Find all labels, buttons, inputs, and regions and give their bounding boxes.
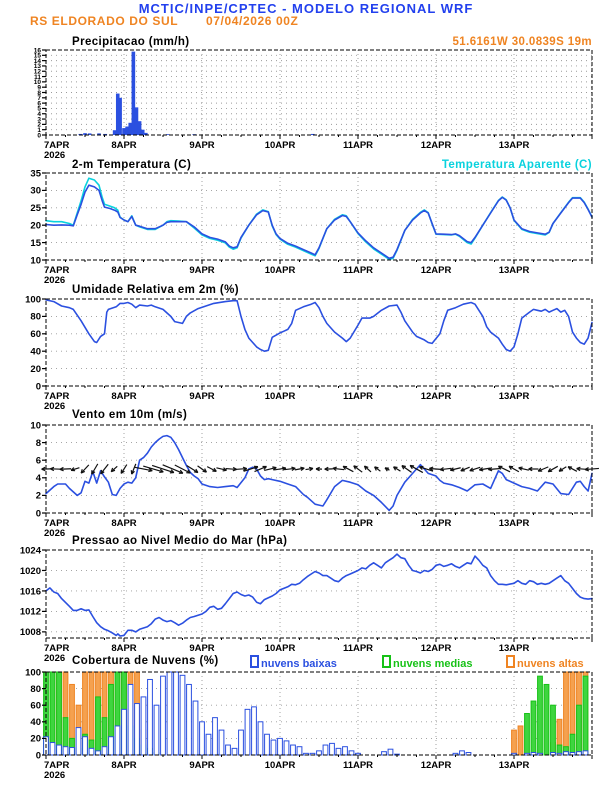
svg-text:8APR: 8APR	[111, 518, 137, 529]
run-datetime: 07/04/2026 00Z	[206, 14, 299, 28]
svg-text:0: 0	[35, 381, 41, 393]
svg-text:7APR: 7APR	[44, 760, 70, 771]
svg-text:7: 7	[37, 95, 41, 103]
humidity-plot-grid	[46, 299, 592, 386]
svg-text:0: 0	[35, 508, 41, 520]
pressure-plot-data	[46, 554, 592, 636]
svg-text:12APR: 12APR	[420, 643, 452, 654]
svg-text:6: 6	[35, 455, 41, 467]
svg-text:9: 9	[37, 84, 41, 92]
svg-text:3: 3	[37, 116, 41, 124]
svg-text:2026: 2026	[44, 770, 66, 781]
wind-plot-x-axis	[44, 513, 592, 539]
pressure-plot-grid	[46, 550, 592, 638]
pressure-title: Pressao ao Nivel Medio do Mar (hPa)	[72, 535, 288, 547]
svg-text:2026: 2026	[44, 653, 66, 664]
temperature-plot-y-axis	[30, 168, 46, 266]
svg-text:1016: 1016	[19, 586, 41, 598]
svg-text:12APR: 12APR	[420, 518, 452, 529]
svg-text:4: 4	[35, 473, 41, 485]
svg-text:10: 10	[30, 420, 41, 432]
svg-text:11APR: 11APR	[342, 518, 374, 529]
svg-text:60: 60	[30, 700, 41, 712]
svg-text:9APR: 9APR	[189, 140, 215, 151]
precipitation-plot-grid	[46, 50, 592, 135]
svg-text:8: 8	[37, 89, 41, 97]
cloud-cover-title: Cobertura de Nuvens (%)	[72, 655, 219, 667]
svg-text:13APR: 13APR	[498, 140, 530, 151]
svg-text:11APR: 11APR	[342, 140, 374, 151]
svg-text:9APR: 9APR	[189, 760, 215, 771]
svg-text:1008: 1008	[19, 627, 41, 639]
svg-text:13APR: 13APR	[498, 643, 530, 654]
humidity-title: Umidade Relativa em 2m (%)	[72, 284, 239, 296]
cloud-cover-plot	[25, 667, 592, 781]
svg-text:11APR: 11APR	[342, 643, 374, 654]
cloud-cover-plot-x-axis	[44, 755, 592, 781]
svg-text:80: 80	[30, 311, 41, 323]
svg-text:8APR: 8APR	[111, 140, 137, 151]
svg-text:7APR: 7APR	[44, 140, 70, 151]
svg-text:12: 12	[33, 68, 41, 76]
svg-text:9APR: 9APR	[189, 265, 215, 276]
svg-text:11: 11	[34, 73, 41, 81]
svg-text:7APR: 7APR	[44, 643, 70, 654]
svg-text:15: 15	[33, 52, 41, 60]
precipitation-title: Precipitacao (mm/h)	[72, 36, 190, 48]
svg-text:10APR: 10APR	[264, 140, 296, 151]
svg-text:0: 0	[35, 750, 41, 762]
pressure-plot	[20, 545, 592, 664]
temperature-plot-data	[46, 178, 592, 259]
svg-text:2: 2	[37, 121, 41, 129]
temperature-plot	[30, 168, 592, 286]
precipitation-plot-y-axis	[34, 47, 46, 139]
svg-text:9APR: 9APR	[189, 391, 215, 402]
humidity-plot-data	[46, 300, 592, 351]
precipitation-plot	[34, 47, 592, 161]
svg-text:10: 10	[30, 255, 41, 267]
svg-text:25: 25	[30, 203, 41, 215]
svg-text:2026: 2026	[44, 150, 66, 161]
svg-text:4: 4	[37, 111, 41, 119]
wind-plot-data	[46, 436, 592, 511]
svg-text:10APR: 10APR	[264, 391, 296, 402]
svg-text:9APR: 9APR	[189, 643, 215, 654]
svg-text:12APR: 12APR	[420, 265, 452, 276]
svg-text:80: 80	[30, 683, 41, 695]
svg-text:13APR: 13APR	[498, 760, 530, 771]
svg-text:11APR: 11APR	[342, 760, 374, 771]
svg-text:6: 6	[37, 100, 41, 108]
svg-text:14: 14	[33, 57, 41, 65]
svg-text:12APR: 12APR	[420, 140, 452, 151]
temperature-plot-x-axis	[44, 260, 592, 286]
wind-direction-arrows	[42, 464, 599, 474]
svg-text:10APR: 10APR	[264, 643, 296, 654]
svg-text:40: 40	[30, 717, 41, 729]
precipitation-plot-data	[79, 52, 315, 135]
wind-plot	[30, 420, 599, 539]
svg-text:15: 15	[30, 237, 41, 249]
svg-text:2: 2	[35, 490, 41, 502]
svg-text:13APR: 13APR	[498, 391, 530, 402]
svg-text:1: 1	[37, 126, 41, 134]
pressure-plot-y-axis	[20, 545, 46, 638]
apparent-temperature-label: Temperatura Aparente (C)	[441, 159, 592, 171]
humidity-plot	[25, 294, 592, 412]
svg-text:16: 16	[33, 47, 41, 55]
svg-text:2026: 2026	[44, 528, 66, 539]
high-clouds-label: nuvens altas	[517, 658, 584, 670]
page-title: MCTIC/INPE/CPTEC - MODELO REGIONAL WRF	[138, 1, 474, 16]
svg-text:20: 20	[30, 733, 41, 745]
mid-clouds-label: nuvens medias	[393, 658, 473, 670]
precipitation-plot-x-axis	[44, 135, 592, 161]
svg-text:12APR: 12APR	[420, 760, 452, 771]
svg-text:8: 8	[35, 437, 41, 449]
svg-text:1024: 1024	[19, 545, 41, 557]
svg-text:13APR: 13APR	[498, 518, 530, 529]
svg-text:8APR: 8APR	[111, 760, 137, 771]
svg-text:7APR: 7APR	[44, 391, 70, 402]
svg-text:11APR: 11APR	[342, 265, 374, 276]
cloud-cover-plot-data	[44, 672, 588, 755]
svg-text:8APR: 8APR	[111, 643, 137, 654]
humidity-plot-y-axis	[25, 294, 46, 392]
svg-text:20: 20	[30, 220, 41, 232]
humidity-plot-x-axis	[44, 386, 592, 412]
wind-title: Vento em 10m (m/s)	[72, 409, 188, 421]
svg-text:35: 35	[30, 168, 41, 180]
svg-text:12APR: 12APR	[420, 391, 452, 402]
svg-text:10APR: 10APR	[264, 518, 296, 529]
svg-text:60: 60	[30, 329, 41, 341]
svg-text:2026: 2026	[44, 275, 66, 286]
svg-text:5: 5	[37, 105, 41, 113]
svg-text:0: 0	[37, 132, 41, 140]
svg-text:40: 40	[30, 346, 41, 358]
svg-text:2026: 2026	[44, 401, 66, 412]
svg-text:100: 100	[25, 294, 41, 306]
svg-text:1020: 1020	[19, 565, 41, 577]
svg-text:8APR: 8APR	[111, 265, 137, 276]
pressure-plot-x-axis	[44, 638, 592, 664]
temperature-title: 2-m Temperatura (C)	[72, 159, 192, 171]
cloud-cover-plot-y-axis	[25, 667, 46, 761]
svg-text:10APR: 10APR	[264, 760, 296, 771]
svg-text:13APR: 13APR	[498, 265, 530, 276]
svg-text:9APR: 9APR	[189, 518, 215, 529]
svg-text:10: 10	[33, 79, 41, 87]
svg-text:8APR: 8APR	[111, 391, 137, 402]
location-coordinates: 51.6161W 30.0839S 19m	[452, 36, 592, 48]
svg-text:1012: 1012	[19, 606, 41, 618]
svg-text:13: 13	[33, 63, 41, 71]
svg-text:7APR: 7APR	[44, 518, 70, 529]
svg-text:11APR: 11APR	[342, 391, 374, 402]
svg-text:10APR: 10APR	[264, 265, 296, 276]
station-name: RS ELDORADO DO SUL	[30, 14, 179, 28]
svg-text:20: 20	[30, 363, 41, 375]
svg-text:100: 100	[25, 667, 41, 679]
svg-text:7APR: 7APR	[44, 265, 70, 276]
svg-text:30: 30	[30, 185, 41, 197]
low-clouds-label: nuvens baixas	[261, 658, 337, 670]
